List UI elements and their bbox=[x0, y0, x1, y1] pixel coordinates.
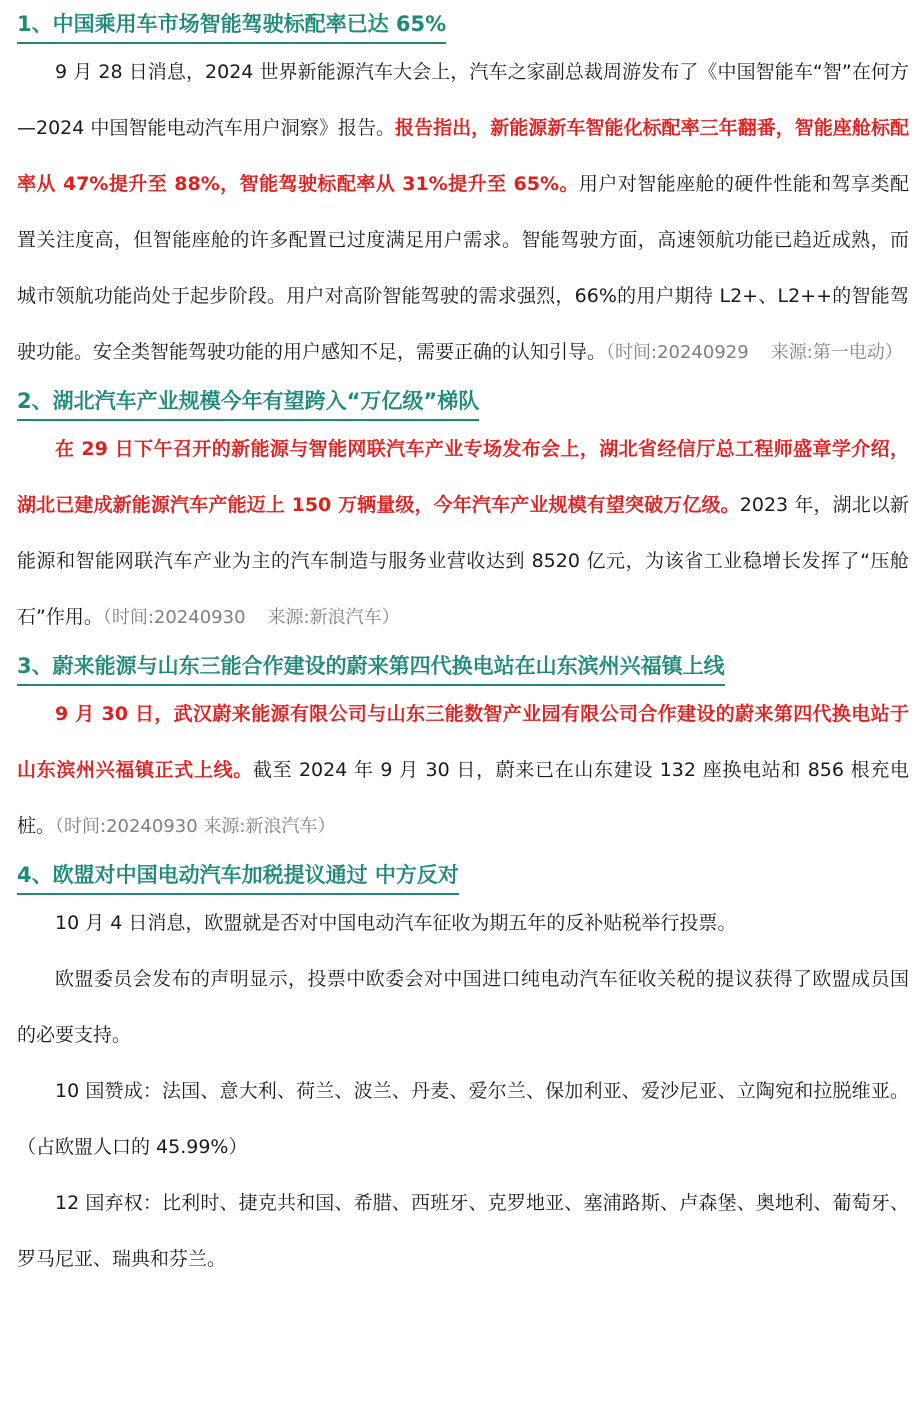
article-paragraph: 10 月 4 日消息，欧盟就是否对中国电动汽车征收为期五年的反补贴税举行投票。 bbox=[55, 912, 737, 934]
article-paragraph bbox=[17, 686, 909, 855]
article-meta bbox=[103, 607, 400, 628]
paragraph-text: 9 月 28 日消息，2024 世界新能源汽车大会上，汽车之家副总裁周游发布了《中国智能车“智”在何方—2024 中国智能电动汽车用户洞察》报告。 bbox=[17, 61, 909, 139]
article-paragraph: 10 国赞成：法国、意大利、荷兰、波兰、丹麦、爱尔兰、保加利亚、爱沙尼亚、立陶宛和拉脱维亚。（占欧盟人口的 45.99%） bbox=[17, 1080, 909, 1158]
highlighted-text: 在 29 日下午召开的新能源与智能网联汽车产业专场发布会上，湖北省经信厅总工程师盛章学介绍，湖北已建成新能源汽车产能迈上 150 万辆量级，今年汽车产业规模有望突破万亿级。 bbox=[17, 438, 909, 516]
article-4 bbox=[17, 859, 909, 1287]
article-1 bbox=[17, 8, 909, 381]
meta-source: 来源:第一电动） bbox=[770, 342, 903, 363]
highlighted-text: 报告指出，新能源新车智能化标配率三年翻番，智能座舱标配率从 47%提升至 88%，智能驾驶标配率从 31%提升至 65%。 bbox=[17, 117, 909, 195]
article-2 bbox=[17, 385, 909, 646]
meta-time: （时间:20240929 bbox=[606, 342, 749, 363]
highlighted-text: 9 月 30 日，武汉蔚来能源有限公司与山东三能数智产业园有限公司合作建设的蔚来第四代换电站于山东滨州兴福镇正式上线。 bbox=[17, 703, 909, 781]
meta-time: （时间:20240930 bbox=[102, 607, 246, 628]
article-3 bbox=[17, 650, 909, 855]
paragraph-text: 2023 年，湖北以新能源和智能网联汽车产业为主的汽车制造与服务业营收达到 8520 亿元，为该省工业稳增长发挥了“压舱石”作用。 bbox=[17, 494, 909, 628]
paragraph-text: 用户对智能座舱的硬件性能和驾享类配置关注度高，但智能座舱的许多配置已过度满足用户需求。智能驾驶方面，高速领航功能已趋近成熟，而城市领航功能尚处于起步阶段。用户对高阶智能驾驶的需求强烈，66%的用户期待 L2+、L2++的智能驾驶功能。安全类智能驾驶功能的用户感知不足，需要正确的认知引导。 bbox=[17, 173, 909, 363]
paragraph-text: 截至 2024 年 9 月 30 日，蔚来已在山东建设 132 座换电站和 856 根充电桩。 bbox=[17, 759, 909, 837]
article-paragraph bbox=[17, 421, 909, 646]
article-title: 1、中国乘用车市场智能驾驶标配率已达 65% bbox=[17, 8, 446, 44]
article-title: 3、蔚来能源与山东三能合作建设的蔚来第四代换电站在山东滨州兴福镇上线 bbox=[17, 650, 725, 686]
article-meta bbox=[606, 342, 903, 363]
article-paragraph: 12 国弃权：比利时、捷克共和国、希腊、西班牙、克罗地亚、塞浦路斯、卢森堡、奥地利、葡萄牙、罗马尼亚、瑞典和芬兰。 bbox=[17, 1192, 909, 1270]
meta-source: 来源:新浪汽车） bbox=[267, 607, 400, 628]
article-paragraph: 欧盟委员会发布的声明显示，投票中欧委会对中国进口纯电动汽车征收关税的提议获得了欧盟成员国的必要支持。 bbox=[17, 968, 909, 1046]
article-title: 4、欧盟对中国电动汽车加税提议通过 中方反对 bbox=[17, 859, 459, 895]
article-meta: （时间:20240930 来源:新浪汽车） bbox=[55, 816, 336, 837]
article-title: 2、湖北汽车产业规模今年有望跨入“万亿级”梯队 bbox=[17, 385, 479, 421]
article-paragraph bbox=[17, 44, 909, 381]
